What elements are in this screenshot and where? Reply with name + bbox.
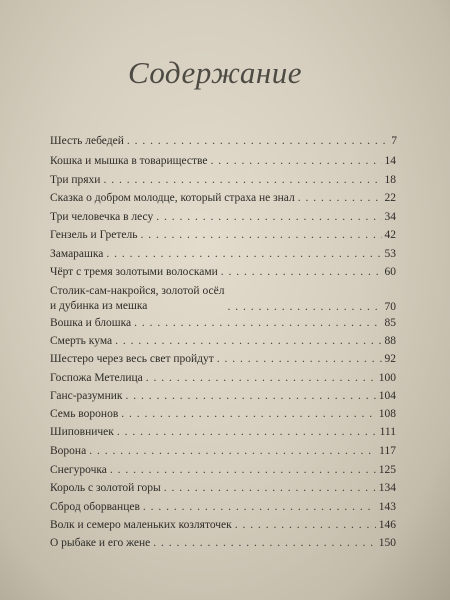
dot-leader [153,536,376,550]
toc-entry-page: 100 [378,372,396,384]
dot-leader [117,425,377,439]
toc-entry-page: 18 [384,174,396,186]
dot-leader [227,300,381,314]
toc-entry [50,247,396,261]
dot-leader [156,210,381,224]
toc-entry-title: Ворона [50,445,87,457]
toc-entry-title-line: и дубинка из мешка [50,300,148,312]
toc-entry [50,407,396,421]
toc-entry [50,334,396,348]
toc-entry [50,518,396,532]
toc-entry-page: 125 [378,464,396,476]
toc-entry [50,284,396,314]
dot-leader [221,265,382,279]
toc-entry-page: 70 [384,301,396,313]
toc-entry-title: Сброд оборванцев [50,501,140,513]
toc-entry [50,134,397,148]
toc-entry-page: 22 [384,192,396,204]
toc-entry-page: 150 [378,537,396,549]
toc-entry [50,500,396,514]
page-title: Содержание [127,55,303,90]
toc-entry [50,265,396,279]
toc-entry [50,425,396,439]
toc-entry [50,371,396,385]
dot-leader [140,228,381,242]
dot-leader [235,518,376,532]
dot-leader [210,154,381,168]
dot-leader [146,371,376,385]
toc-entry-title-line: Столик-сам-накройся, золотой осёл [50,285,225,297]
dot-leader [217,352,382,366]
toc-entry-page: 88 [384,335,396,347]
toc-entry [50,210,396,224]
dot-leader [298,191,382,205]
toc-entry-title: Шестеро через весь свет пройдут [50,353,214,365]
toc-entry-page: 92 [384,353,396,365]
dot-leader [115,334,381,348]
toc-entry [50,444,396,458]
toc-entry-title: Смерть кума [50,335,113,347]
toc-entry [50,191,396,205]
toc-entry-title: Ганс-разумник [50,390,123,402]
toc-entry [50,481,396,495]
toc-entry-title: Волк и семеро маленьких козляточек [50,519,232,531]
dot-leader [127,134,388,148]
dot-leader [106,247,381,261]
dot-leader [103,173,381,187]
toc-entry-title: Замарашка [50,248,104,260]
toc-entry [50,173,396,187]
toc-entry [50,316,396,330]
toc-entry [50,154,396,168]
toc-entry-title: Чёрт с тремя золотыми волосками [50,266,218,278]
dot-leader [164,481,376,495]
toc-entry-page: 53 [384,248,396,260]
toc-entry [50,389,396,403]
toc-entry-page: 134 [378,482,396,494]
toc-entry-title: Семь воронов [50,408,119,420]
dot-leader [121,407,376,421]
toc-entry [50,352,396,366]
dot-leader [143,500,376,514]
toc-entry-page: 117 [379,445,396,457]
toc-entry-page: 104 [378,390,396,402]
toc-entry-page: 42 [384,229,396,241]
toc-entry-title: Три человечка в лесу [50,211,154,223]
toc-entry-title: Вошка и блошка [50,317,132,329]
toc-entry-title: Три пряхи [50,174,101,186]
toc-entry-title: Сказка о добром молодце, который страха не знал [50,192,295,204]
toc-entry-page: 108 [378,408,396,420]
toc-entry-title: Гензель и Гретель [50,229,138,241]
dot-leader [134,316,381,330]
toc-entry-title: О рыбаке и его жене [50,537,151,549]
toc-entry-page: 7 [391,135,397,147]
toc-entry-title: Кошка и мышка в товариществе [50,155,208,167]
toc-entry-page: 111 [379,426,396,438]
dot-leader [89,444,376,458]
toc-entry-page: 146 [378,519,396,531]
toc-entry-title: Король с золотой горы [50,482,161,494]
toc-entry [50,463,396,477]
toc-entry-page: 34 [384,211,396,223]
dot-leader [110,463,376,477]
toc-entry-title: Госпожа Метелица [50,372,143,384]
toc-entry-page: 60 [384,266,396,278]
dot-leader [125,389,375,403]
toc-entry-page: 85 [384,317,396,329]
toc-entry-title: Шесть лебедей [50,135,124,147]
toc-entry-page: 143 [378,501,396,513]
toc-entry [50,228,396,242]
toc-entry-title [50,284,224,314]
toc-entry-title: Снегурочка [50,464,107,476]
toc-entry [50,536,396,550]
toc-entry-title: Шиповничек [50,426,114,438]
toc-entry-page: 14 [384,155,396,167]
